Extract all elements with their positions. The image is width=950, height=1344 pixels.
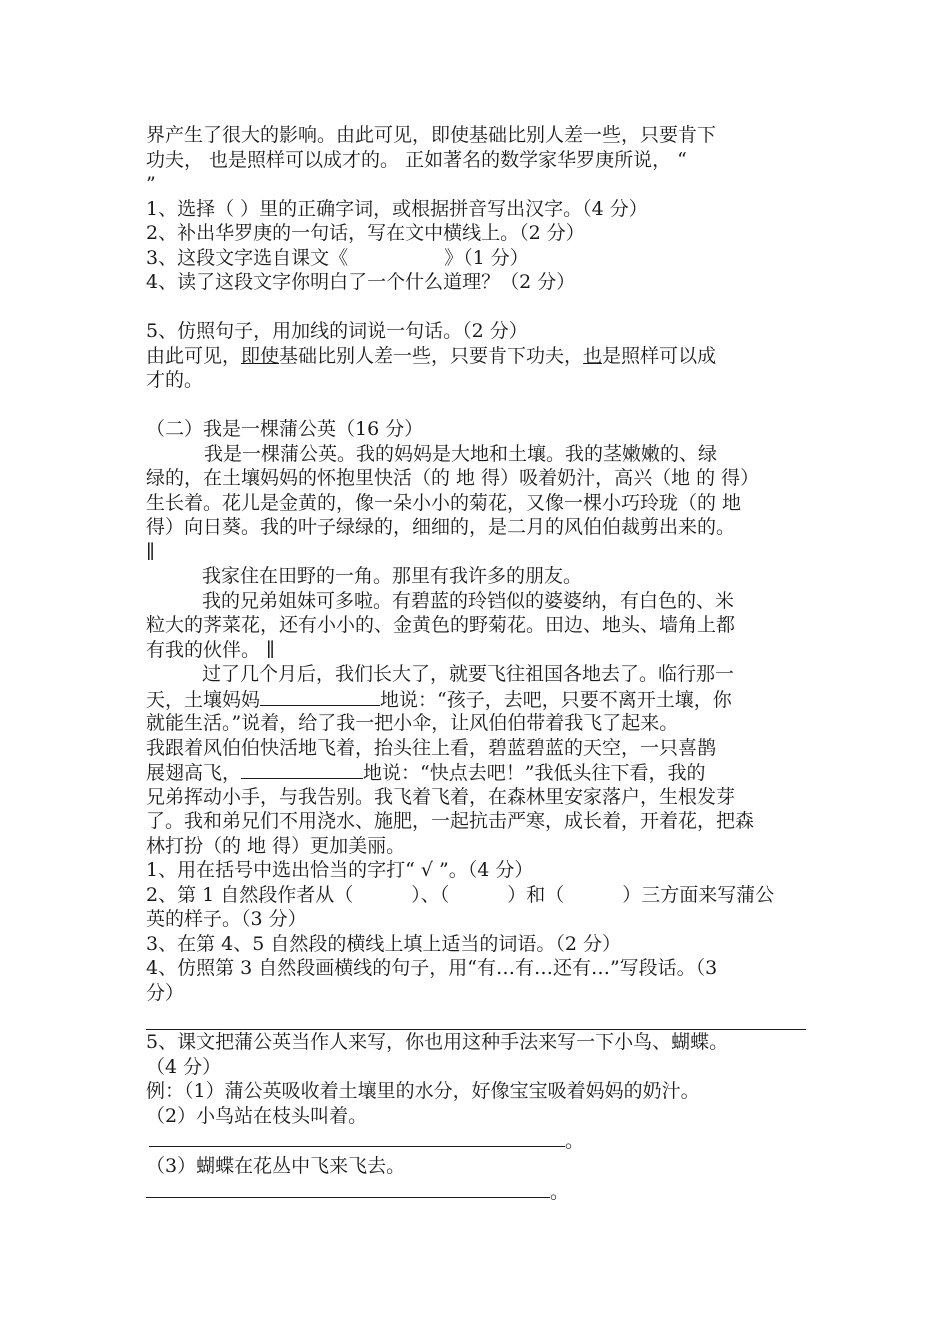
fill-blank[interactable] bbox=[260, 687, 380, 706]
period-mark: 。 bbox=[565, 1130, 585, 1152]
example-text: 是照样可以成 bbox=[602, 344, 717, 367]
question-4-cont: 分） bbox=[146, 981, 185, 1004]
question-2 bbox=[146, 883, 808, 908]
answer-line[interactable] bbox=[146, 1005, 806, 1030]
text-line: 我的兄弟姐妹可多啦。有碧蓝的玲铛似的婆婆纳，有白色的、米 bbox=[202, 589, 735, 612]
example-text: 由此可见， bbox=[146, 344, 242, 367]
text-line: 过了几个月后，我们长大了，就要飞往祖国各地去了。临行那一 bbox=[202, 663, 735, 685]
text-line: 生长着。花儿是金黄的，像一朵小小的菊花，又像一棵小巧玲珑（的 地 bbox=[146, 491, 742, 514]
question-5: 5、仿照句子，用加线的词说一句话。（2 分） bbox=[146, 320, 528, 342]
underlined-word: 也 bbox=[583, 344, 603, 367]
question-1: 1、选择（ ）里的正确字词，或根据拼音写出汉字。（4 分） bbox=[146, 197, 648, 220]
section-title: （二）我是一棵蒲公英（16 分） bbox=[146, 418, 424, 440]
text-line: 我家住在田野的一角。那里有我许多的朋友。 bbox=[202, 565, 583, 587]
text-segment: 展翅高飞， bbox=[146, 762, 242, 784]
fill-blank[interactable] bbox=[241, 760, 363, 779]
text-line: 就能生活。”说着，给了我一把小伞，让风伯伯带着我飞了起来。 bbox=[146, 712, 679, 734]
question-text: 2、第 1 自然段作者从（ bbox=[146, 883, 354, 906]
question-2: 2、补出华罗庚的一句话，写在文中横线上。（2 分） bbox=[146, 222, 585, 244]
answer-row bbox=[146, 1128, 808, 1154]
question-5-cont: （4 分） bbox=[146, 1055, 222, 1078]
question-4: 4、读了这段文字你明白了一个什么道理？（2 分） bbox=[146, 271, 576, 293]
text-line: ” bbox=[146, 173, 156, 195]
text-line: 绿的，在土壤妈妈的怀抱里快活（的 地 得）吸着奶汁，高兴（地 的 得） bbox=[146, 467, 760, 489]
text-line: 我跟着风伯伯快活地飞着，抬头往上看，碧蓝碧蓝的天空，一只喜鹊 bbox=[146, 736, 717, 759]
sub-question-2: （2）小鸟站在枝头叫着。 bbox=[146, 1104, 368, 1127]
text-line: 我是一棵蒲公英。我的妈妈是大地和土壤。我的茎嫩嫩的、绿 bbox=[204, 442, 718, 465]
underlined-word: 即使 bbox=[241, 344, 280, 367]
period-mark: 。 bbox=[550, 1180, 570, 1203]
question-text: ）三方面来写蒲公 bbox=[622, 883, 775, 906]
question-4: 4、仿照第 3 自然段画横线的句子，用“有…有…还有…”写段话。（3 bbox=[146, 957, 718, 979]
text-line bbox=[146, 760, 808, 785]
text-segment: 地说：“孩子，去吧，只要不离开土壤，你 bbox=[380, 688, 732, 711]
example-sentence-cont: 才的。 bbox=[146, 369, 204, 391]
text-line: 了。我和弟兄们不用浇水、施肥，一起抗击严寒，成长着，开着花，把森 bbox=[146, 810, 755, 832]
text-line: 兄弟挥动小手，与我告别。我飞着飞着，在森林里安家落户，生根发芽 bbox=[146, 785, 736, 808]
text-line: 有我的伙伴。 ∥ bbox=[146, 638, 275, 661]
text-line bbox=[146, 687, 808, 712]
text-segment: 地说：“快点去吧！”我低头往下看，我的 bbox=[363, 762, 706, 784]
question-3: 3、在第 4、5 自然段的横线上填上适当的词语。（2 分） bbox=[146, 932, 621, 955]
example-sentence bbox=[146, 344, 808, 369]
question-3 bbox=[146, 246, 808, 271]
text-line: 林打扮（的 地 得）更加美丽。 bbox=[146, 834, 406, 857]
example-sentence: 例：（1）蒲公英吸收着土壤里的水分，好像宝宝吸着妈妈的奶汁。 bbox=[146, 1080, 700, 1102]
question-text: 》（1 分） bbox=[444, 246, 529, 269]
example-text: 基础比别人差一些，只要肯下功夫， bbox=[279, 344, 584, 367]
answer-line[interactable] bbox=[149, 1128, 565, 1147]
section-gap bbox=[146, 393, 808, 418]
question-2-cont: 英的样子。（3 分） bbox=[146, 908, 307, 930]
text-segment: 天，土壤妈妈 bbox=[146, 688, 261, 711]
sub-question-3: （3）蝴蝶在花丛中飞来飞去。 bbox=[146, 1155, 406, 1177]
document-body bbox=[146, 123, 808, 1205]
text-line: 界产生了很大的影响。由此可见，即使基础比别人差一些，只要肯下 bbox=[146, 124, 717, 146]
answer-space bbox=[146, 295, 808, 320]
paragraph-mark: ∥ bbox=[146, 540, 155, 563]
question-text: 3、这段文字选自课文《 bbox=[146, 246, 349, 269]
text-line: 功夫， 也是照样可以成才的。 正如著名的数学家华罗庚所说， “ bbox=[146, 148, 687, 171]
question-text: ）、（ bbox=[411, 883, 450, 906]
text-line: 粒大的荠菜花，还有小小的、金黄色的野菊花。田边、地头、墙角上都 bbox=[146, 614, 736, 636]
answer-line[interactable] bbox=[146, 1179, 550, 1198]
text-line: 得）向日葵。我的叶子绿绿的，细细的，是二月的风伯伯裁剪出来的。 bbox=[146, 516, 736, 538]
answer-row bbox=[146, 1179, 808, 1205]
question-1: 1、用在括号中选出恰当的字打“ √ ”。（4 分） bbox=[146, 859, 534, 881]
question-text: ）和（ bbox=[507, 883, 565, 906]
question-5: 5、课文把蒲公英当作人来写，你也用这种手法来写一下小鸟、蝴蝶。 bbox=[146, 1031, 729, 1053]
